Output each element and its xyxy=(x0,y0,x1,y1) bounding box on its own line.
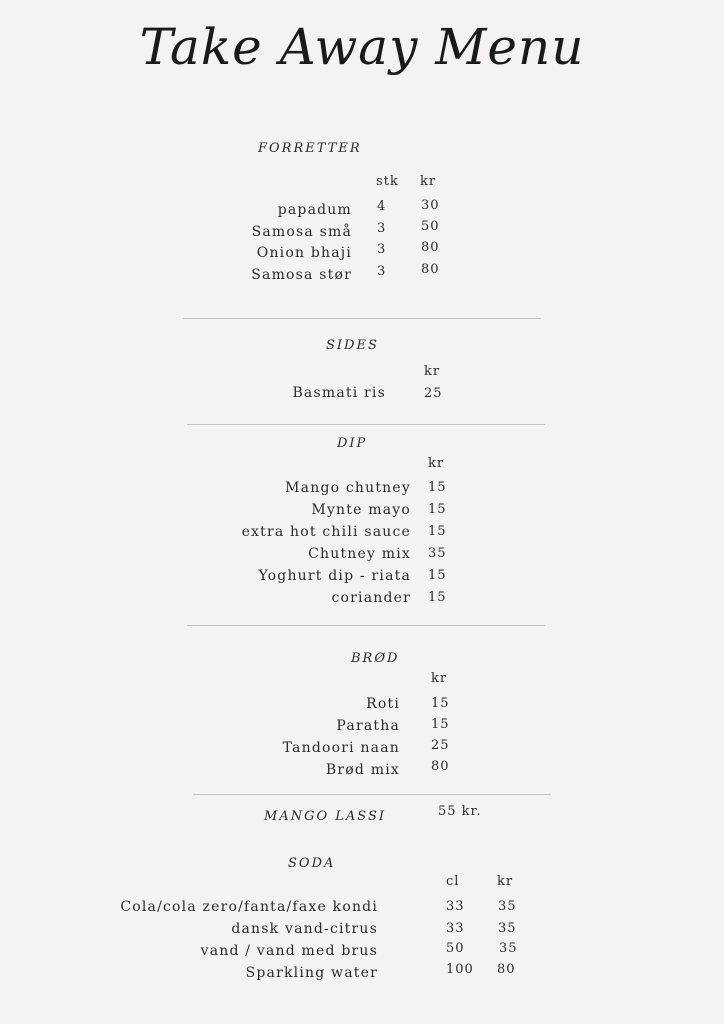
section-heading-mango-lassi: MANGO LASSI xyxy=(264,809,386,824)
menu-item-price: 35 xyxy=(498,921,517,936)
menu-item-name: Basmati ris xyxy=(292,385,386,401)
menu-item-qty: 4 xyxy=(377,199,387,214)
menu-item-price: 35 xyxy=(499,941,518,956)
menu-item-price: 15 xyxy=(428,502,447,517)
menu-item-name: dansk vand-citrus xyxy=(231,921,378,937)
menu-item-name: Roti xyxy=(366,696,400,712)
menu-item-name: Paratha xyxy=(336,718,400,734)
column-header-cl: cl xyxy=(446,874,460,889)
menu-item-qty: 3 xyxy=(377,221,387,236)
section-heading-dip: DIP xyxy=(337,436,368,451)
menu-item-price: 15 xyxy=(431,717,450,732)
menu-item-price: 15 xyxy=(428,524,447,539)
menu-item-name: vand / vand med brus xyxy=(200,943,378,959)
column-header-kr: kr xyxy=(497,874,514,889)
column-header-kr: kr xyxy=(424,364,441,379)
menu-item-price: 80 xyxy=(421,262,440,277)
menu-item-name: Tandoori naan xyxy=(282,740,400,756)
menu-item-volume: 33 xyxy=(446,921,465,936)
menu-item-name: Yoghurt dip - riata xyxy=(258,568,411,584)
section-heading-soda: SODA xyxy=(288,856,336,871)
section-divider xyxy=(193,794,551,795)
menu-item-price: 15 xyxy=(428,590,447,605)
column-header-kr: kr xyxy=(420,174,437,189)
menu-item-qty: 3 xyxy=(377,264,387,279)
menu-item-name: Samosa stør xyxy=(251,267,352,283)
menu-item-name: Sparkling water xyxy=(245,965,378,981)
menu-item-price: 35 xyxy=(498,899,517,914)
menu-item-price: 35 xyxy=(428,546,447,561)
menu-item-name: Samosa små xyxy=(251,224,352,240)
menu-item-name: coriander xyxy=(331,590,411,606)
menu-item-qty: 3 xyxy=(377,242,387,257)
menu-title: Take Away Menu xyxy=(139,18,585,76)
menu-item-price: 25 xyxy=(424,386,443,401)
menu-item-name: Brød mix xyxy=(325,762,400,778)
section-divider xyxy=(187,625,545,626)
menu-item-volume: 100 xyxy=(446,962,474,977)
section-heading-brod: BRØD xyxy=(351,651,400,666)
menu-item-price: 50 xyxy=(421,219,440,234)
section-heading-forretter: FORRETTER xyxy=(258,141,362,156)
column-header-stk: stk xyxy=(376,174,399,189)
section-divider xyxy=(183,318,541,319)
menu-item-price: 15 xyxy=(428,480,447,495)
menu-item-name: Onion bhaji xyxy=(256,245,352,261)
menu-item-name: Mango chutney xyxy=(285,480,411,496)
menu-item-price: 80 xyxy=(431,759,450,774)
menu-item-price: 30 xyxy=(421,198,440,213)
menu-item-price: 80 xyxy=(421,240,440,255)
menu-item-name: papadum xyxy=(277,202,352,218)
menu-item-name: extra hot chili sauce xyxy=(241,524,411,540)
menu-item-price: 15 xyxy=(431,696,450,711)
mango-lassi-price: 55 kr. xyxy=(438,804,482,819)
menu-item-price: 25 xyxy=(431,738,450,753)
column-header-kr: kr xyxy=(431,671,448,686)
menu-item-volume: 33 xyxy=(446,899,465,914)
menu-item-name: Cola/cola zero/fanta/faxe kondi xyxy=(120,899,378,915)
menu-item-name: Mynte mayo xyxy=(311,502,411,518)
section-divider xyxy=(187,424,545,425)
menu-item-name: Chutney mix xyxy=(308,546,411,562)
menu-item-price: 15 xyxy=(428,568,447,583)
column-header-kr: kr xyxy=(428,456,445,471)
menu-item-volume: 50 xyxy=(446,941,465,956)
menu-item-price: 80 xyxy=(497,962,516,977)
section-heading-sides: SIDES xyxy=(326,338,379,353)
